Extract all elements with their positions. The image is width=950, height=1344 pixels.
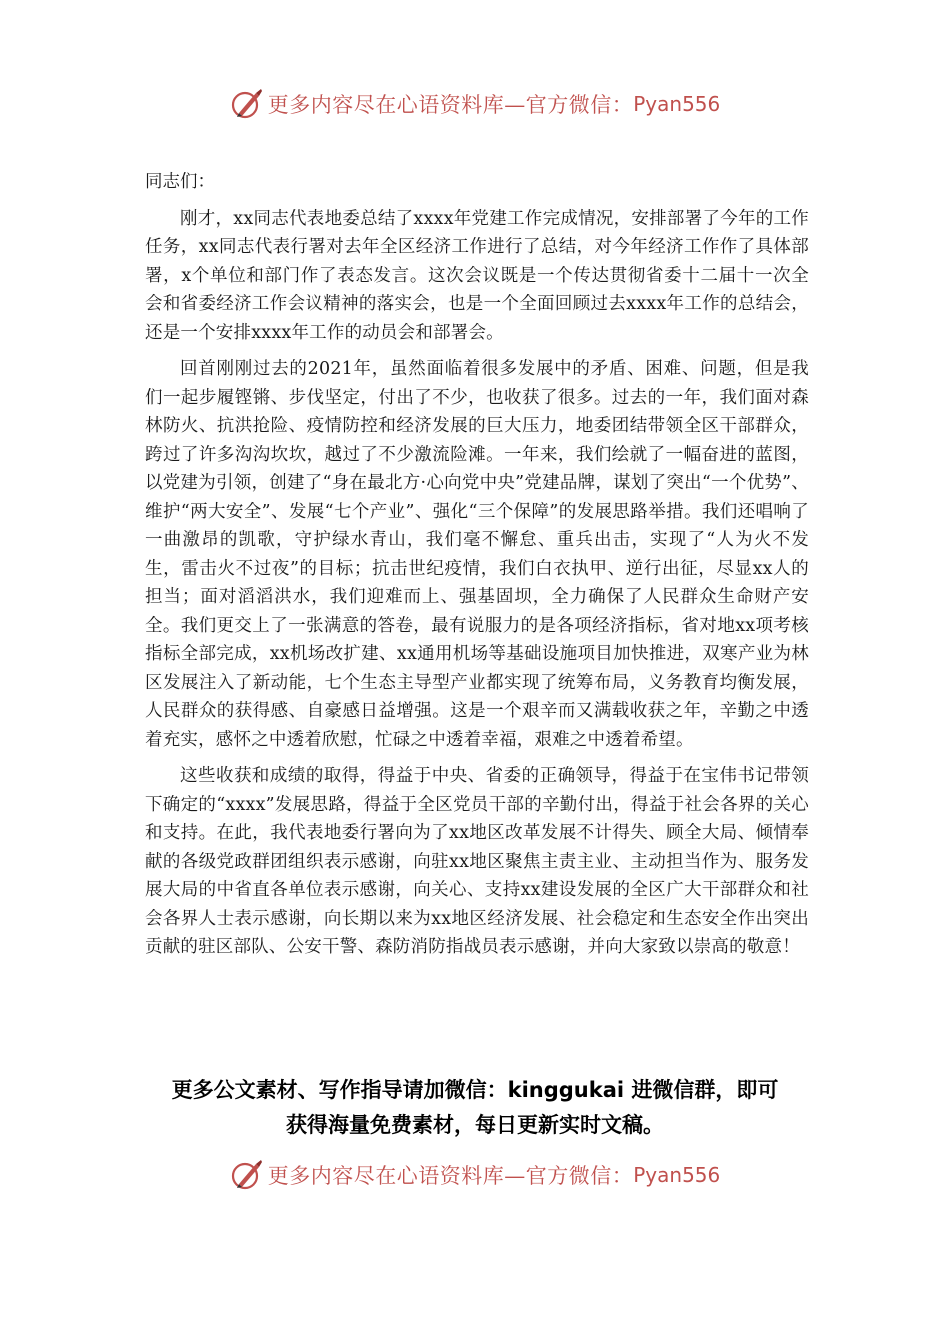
paragraph-1: 刚才，xx同志代表地委总结了xxxx年党建工作完成情况，安排部署了今年的工作任务，xx同志代表行署对去年全区经济工作进行了总结，对今年经济工作作了具体部署，x个单位和部门作了表态发言。这次会议既是一个传达贯彻省委十二届十一次全会和省委经济工作会议精神的落实会，也是一个全面回顾过去xxxx年工作的总结会，还是一个安排xxxx年工作的动员会和部署会。 — [145, 208, 809, 343]
footer-watermark — [0, 1155, 950, 1195]
watermark-text: 更多内容尽在心语资料库—官方微信： — [267, 1164, 634, 1188]
paragraph-2: 回首刚刚过去的2021年，虽然面临着很多发展中的矛盾、困难、问题，但是我们一起步履铿锵、步伐坚定，付出了不少，也收获了很多。过去的一年，我们面对森林防火、抗洪抢险、疫情防控和经济发展的巨大压力，地委团结带领全区干部群众，跨过了许多沟沟坎坎，越过了不少激流险滩。一年来，我们绘就了一幅奋进的蓝图，以党建为引领，创建了“身在最北方·心向党中央”党建品牌，谋划了突出“一个优势”、维护“两大安全”、发展“七个产业”、强化“三个保障”的发展思路举措。我们还唱响了一曲激昂的凯歌，守护绿水青山，我们毫不懈怠、重兵出击，实现了“人为火不发生，雷击火不过夜”的目标；抗击世纪疫情，我们白衣执甲、逆行出征，尽显xx人的担当；面对滔滔洪水，我们迎难而上、强基固坝，全力确保了人民群众生命财产安全。我们更交上了一张满意的答卷，最有说服力的是各项经济指标，省对地xx项考核指标全部完成，xx机场改扩建、xx通用机场等基础设施项目加快推进，双寒产业为林区发展注入了新动能，七个生态主导型产业都实现了统筹布局，义务教育均衡发展，人民群众的获得感、自豪感日益增强。这是一个艰辛而又满载收获之年，辛勤之中透着充实，感怀之中透着欣慰，忙碌之中透着幸福，艰难之中透着希望。 — [145, 359, 809, 750]
watermark-wechat-id: Pyan556 — [633, 1163, 721, 1187]
pen-logo-icon — [230, 87, 264, 121]
watermark-text: 更多内容尽在心语资料库—官方微信： — [267, 93, 634, 117]
document-body — [145, 168, 809, 970]
header-watermark — [0, 84, 950, 124]
paragraph-3: 这些收获和成绩的取得，得益于中央、省委的正确领导，得益于在宝伟书记带领下确定的“xxxx”发展思路，得益于全区党员干部的辛勤付出，得益于社会各界的关心和支持。在此，我代表地委行署向为了xx地区改革发展不计得失、顾全大局、倾情奉献的各级党政群团组织表示感谢，向驻xx地区聚焦主责主业、主动担当作为、服务发展大局的中省直各单位表示感谢，向关心、支持xx建设发展的全区广大干部群众和社会各界人士表示感谢，向长期以来为xx地区经济发展、社会稳定和生态安全作出突出贡献的驻区部队、公安干警、森防消防指战员表示感谢，并向大家致以崇高的敬意！ — [145, 766, 809, 957]
salutation: 同志们： — [145, 172, 215, 192]
promo-notice — [120, 1073, 830, 1143]
pen-logo-icon — [230, 1158, 264, 1192]
promo-line-2: 获得海量免费素材，每日更新实时文稿。 — [286, 1113, 664, 1137]
promo-line-1: 更多公文素材、写作指导请加微信：kinggukai 进微信群，即可 — [171, 1078, 779, 1102]
watermark-wechat-id: Pyan556 — [633, 92, 721, 116]
